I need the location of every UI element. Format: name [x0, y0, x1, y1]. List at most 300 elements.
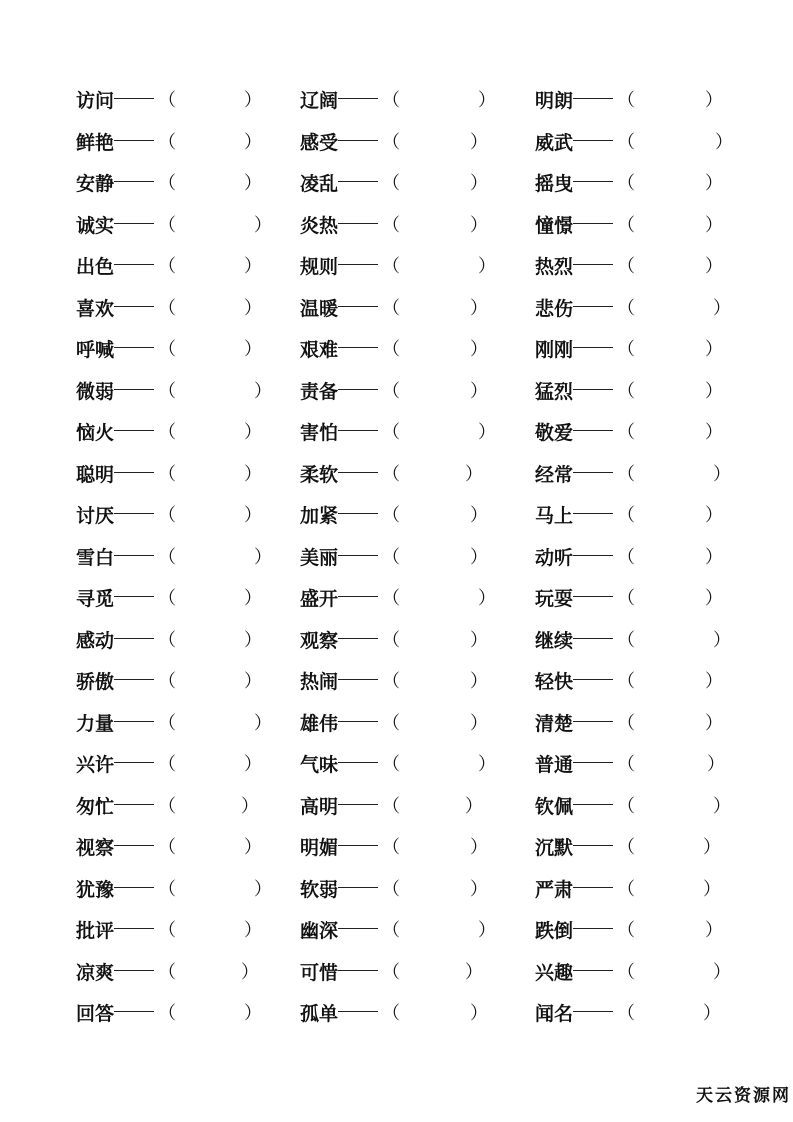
answer-blank[interactable]: [176, 709, 250, 733]
item-word: 微弱: [76, 380, 115, 403]
answer-blank[interactable]: [400, 86, 474, 110]
answer-blank[interactable]: [400, 709, 466, 733]
dash-line: [338, 721, 378, 722]
item-word: 轻快: [535, 671, 574, 693]
answer-blank[interactable]: [635, 626, 709, 650]
worksheet-row: [0, 327, 793, 369]
item-word: 炎热: [300, 214, 339, 237]
answer-blank[interactable]: [635, 211, 701, 235]
item-word: 雪白: [76, 546, 115, 569]
dash-line: [114, 804, 154, 805]
answer-blank[interactable]: [176, 543, 250, 567]
right-paren: ）: [713, 297, 731, 319]
antonym-item: [535, 493, 768, 535]
answer-blank[interactable]: [176, 958, 237, 982]
right-paren: ）: [470, 297, 488, 319]
right-paren: ）: [470, 131, 488, 153]
right-paren: ）: [705, 90, 723, 111]
item-word: 观察: [300, 629, 339, 652]
item-word: 清楚: [535, 712, 574, 735]
antonym-item: [535, 327, 768, 369]
dash-line: [338, 555, 378, 556]
right-paren: ）: [244, 671, 262, 692]
answer-blank[interactable]: [400, 792, 461, 816]
left-paren: （: [158, 878, 176, 900]
answer-blank[interactable]: [176, 128, 240, 152]
left-paren: （: [617, 629, 635, 651]
antonym-item: [76, 908, 309, 950]
answer-blank[interactable]: [176, 667, 240, 691]
right-paren: ）: [241, 961, 259, 983]
answer-blank[interactable]: [635, 999, 699, 1023]
answer-blank[interactable]: [400, 999, 466, 1023]
left-paren: （: [382, 339, 400, 360]
dash-line: [114, 98, 154, 99]
dash-line: [573, 928, 613, 929]
left-paren: （: [382, 90, 400, 111]
dash-line: [573, 223, 613, 224]
item-word: 害怕: [300, 422, 339, 444]
item-word: 安静: [76, 173, 115, 195]
item-word: 气味: [300, 754, 339, 776]
right-paren: ）: [244, 754, 262, 775]
antonym-item: [300, 286, 533, 328]
dash-line: [338, 389, 378, 390]
answer-blank[interactable]: [176, 460, 240, 484]
item-word: 美丽: [300, 546, 339, 569]
item-word: 悲伤: [535, 297, 574, 320]
worksheet-row: [0, 950, 793, 992]
answer-blank[interactable]: [635, 169, 701, 193]
answer-blank[interactable]: [176, 584, 240, 608]
dash-line: [114, 181, 154, 182]
worksheet-row: [0, 203, 793, 245]
answer-blank[interactable]: [635, 916, 701, 940]
antonym-item: [76, 244, 309, 286]
left-paren: （: [158, 463, 176, 485]
antonym-item: [76, 410, 309, 452]
item-word: 软弱: [300, 878, 339, 901]
right-paren: ）: [470, 878, 488, 900]
worksheet-row: [0, 991, 793, 1033]
answer-blank[interactable]: [176, 999, 240, 1023]
dash-line: [573, 721, 613, 722]
dash-line: [338, 140, 378, 141]
antonym-item: [535, 659, 768, 701]
left-paren: （: [382, 422, 400, 443]
answer-blank[interactable]: [635, 750, 703, 774]
right-paren: ）: [254, 214, 272, 236]
item-word: 热烈: [535, 256, 574, 278]
dash-line: [573, 596, 613, 597]
antonym-item: [535, 950, 768, 992]
left-paren: （: [617, 505, 635, 526]
dash-line: [573, 970, 613, 971]
worksheet-row: [0, 244, 793, 286]
dash-line: [573, 845, 613, 846]
antonym-item: [535, 161, 768, 203]
watermark-logo: 天云资源网: [696, 1086, 791, 1106]
left-paren: （: [617, 878, 635, 900]
dash-line: [114, 472, 154, 473]
dash-line: [338, 845, 378, 846]
worksheet-row: [0, 369, 793, 411]
answer-blank[interactable]: [635, 584, 701, 608]
right-paren: ）: [705, 546, 723, 568]
dash-line: [573, 430, 613, 431]
worksheet-row: [0, 161, 793, 203]
left-paren: （: [158, 712, 176, 734]
left-paren: （: [382, 256, 400, 277]
antonym-item: [300, 784, 533, 826]
item-word: 刚刚: [535, 339, 574, 361]
answer-blank[interactable]: [635, 501, 701, 525]
item-word: 高明: [300, 795, 339, 818]
right-paren: ）: [254, 380, 272, 402]
left-paren: （: [617, 712, 635, 734]
answer-blank[interactable]: [635, 128, 711, 152]
dash-line: [114, 347, 154, 348]
answer-blank[interactable]: [400, 211, 466, 235]
answer-blank[interactable]: [176, 294, 240, 318]
left-paren: （: [158, 795, 176, 817]
item-word: 匆忙: [76, 795, 115, 818]
antonym-item: [300, 618, 533, 660]
worksheet-row: [0, 618, 793, 660]
item-word: 兴趣: [535, 961, 574, 984]
left-paren: （: [158, 131, 176, 153]
item-word: 沉默: [535, 837, 574, 859]
dash-line: [114, 389, 154, 390]
answer-blank[interactable]: [176, 252, 240, 276]
left-paren: （: [158, 173, 176, 194]
item-word: 兴许: [76, 754, 115, 776]
left-paren: （: [382, 463, 400, 485]
worksheet-row: [0, 410, 793, 452]
dash-line: [573, 513, 613, 514]
dash-line: [114, 721, 154, 722]
item-word: 辽阔: [300, 90, 339, 112]
right-paren: ）: [470, 546, 488, 568]
right-paren: ）: [705, 339, 723, 360]
left-paren: （: [382, 837, 400, 858]
right-paren: ）: [470, 173, 488, 194]
right-paren: ）: [244, 256, 262, 277]
left-paren: （: [382, 795, 400, 817]
item-word: 鲜艳: [76, 131, 115, 154]
dash-line: [573, 264, 613, 265]
answer-blank[interactable]: [400, 294, 466, 318]
answer-blank[interactable]: [635, 86, 701, 110]
item-word: 聪明: [76, 463, 115, 486]
antonym-item: [76, 576, 309, 618]
antonym-item: [76, 950, 309, 992]
worksheet-row: [0, 286, 793, 328]
worksheet-row: [0, 867, 793, 909]
right-paren: ）: [470, 629, 488, 651]
answer-blank[interactable]: [400, 169, 466, 193]
right-paren: ）: [705, 380, 723, 402]
antonym-item: [300, 493, 533, 535]
left-paren: （: [382, 380, 400, 402]
antonym-item: [300, 369, 533, 411]
right-paren: ）: [713, 795, 731, 817]
item-word: 感动: [76, 629, 115, 652]
item-word: 明朗: [535, 90, 574, 112]
item-word: 动听: [535, 546, 574, 569]
right-paren: ）: [470, 1003, 488, 1024]
item-word: 凌乱: [300, 173, 339, 195]
dash-line: [573, 389, 613, 390]
antonym-item: [76, 369, 309, 411]
antonym-item: [535, 784, 768, 826]
worksheet-row: [0, 825, 793, 867]
right-paren: ）: [703, 837, 721, 858]
answer-blank[interactable]: [400, 543, 466, 567]
answer-blank[interactable]: [176, 792, 237, 816]
dash-line: [338, 928, 378, 929]
left-paren: （: [382, 629, 400, 651]
left-paren: （: [617, 256, 635, 277]
left-paren: （: [617, 297, 635, 319]
dash-line: [338, 223, 378, 224]
antonym-item: [76, 784, 309, 826]
answer-blank[interactable]: [400, 667, 466, 691]
antonym-item: [535, 825, 768, 867]
right-paren: ）: [244, 131, 262, 153]
antonym-item: [535, 742, 768, 784]
right-paren: ）: [470, 214, 488, 236]
antonym-item: [535, 535, 768, 577]
right-paren: ）: [244, 463, 262, 485]
left-paren: （: [382, 671, 400, 692]
antonym-item: [535, 701, 768, 743]
answer-blank[interactable]: [176, 916, 240, 940]
dash-line: [573, 762, 613, 763]
item-word: 批评: [76, 920, 115, 942]
antonym-item: [535, 369, 768, 411]
answer-blank[interactable]: [400, 460, 461, 484]
worksheet-row: [0, 701, 793, 743]
dash-line: [573, 306, 613, 307]
answer-blank[interactable]: [400, 626, 466, 650]
answer-blank[interactable]: [400, 833, 466, 857]
worksheet: [0, 78, 793, 1033]
dash-line: [573, 472, 613, 473]
answer-blank[interactable]: [400, 418, 474, 442]
answer-blank[interactable]: [400, 128, 466, 152]
dash-line: [114, 264, 154, 265]
antonym-item: [535, 867, 768, 909]
answer-blank[interactable]: [176, 377, 250, 401]
right-paren: ）: [244, 1003, 262, 1024]
answer-blank[interactable]: [635, 335, 701, 359]
left-paren: （: [617, 920, 635, 941]
antonym-item: [76, 161, 309, 203]
answer-blank[interactable]: [176, 501, 240, 525]
item-word: 敬爱: [535, 422, 574, 444]
answer-blank[interactable]: [635, 377, 701, 401]
worksheet-row: [0, 535, 793, 577]
left-paren: （: [382, 297, 400, 319]
dash-line: [114, 306, 154, 307]
right-paren: ）: [244, 339, 262, 360]
item-word: 回答: [76, 1003, 115, 1025]
dash-line: [338, 98, 378, 99]
answer-blank[interactable]: [400, 335, 466, 359]
item-word: 加紧: [300, 505, 339, 527]
right-paren: ）: [244, 837, 262, 858]
answer-blank[interactable]: [635, 833, 699, 857]
left-paren: （: [158, 546, 176, 568]
left-paren: （: [617, 380, 635, 402]
dash-line: [114, 1011, 154, 1012]
answer-blank[interactable]: [635, 792, 709, 816]
right-paren: ）: [241, 795, 259, 817]
left-paren: （: [382, 920, 400, 941]
answer-blank[interactable]: [176, 169, 240, 193]
answer-blank[interactable]: [635, 667, 701, 691]
item-word: 钦佩: [535, 795, 574, 818]
answer-blank[interactable]: [176, 86, 240, 110]
antonym-item: [76, 825, 309, 867]
antonym-item: [535, 991, 768, 1033]
right-paren: ）: [707, 754, 725, 775]
dash-line: [114, 555, 154, 556]
item-word: 恼火: [76, 422, 115, 444]
answer-blank[interactable]: [635, 294, 709, 318]
worksheet-row: [0, 452, 793, 494]
antonym-item: [300, 701, 533, 743]
answer-blank[interactable]: [635, 709, 701, 733]
right-paren: ）: [254, 712, 272, 734]
antonym-item: [300, 576, 533, 618]
answer-blank[interactable]: [400, 584, 474, 608]
dash-line: [114, 762, 154, 763]
right-paren: ）: [705, 173, 723, 194]
right-paren: ）: [244, 90, 262, 111]
antonym-item: [76, 452, 309, 494]
left-paren: （: [158, 256, 176, 277]
item-word: 访问: [76, 90, 115, 112]
right-paren: ）: [465, 795, 483, 817]
answer-blank[interactable]: [400, 252, 474, 276]
answer-blank[interactable]: [635, 460, 709, 484]
right-paren: ）: [703, 878, 721, 900]
dash-line: [114, 928, 154, 929]
antonym-item: [76, 327, 309, 369]
antonym-item: [300, 244, 533, 286]
answer-blank[interactable]: [176, 335, 240, 359]
left-paren: （: [617, 131, 635, 153]
right-paren: ）: [705, 214, 723, 236]
item-word: 可惜: [300, 961, 339, 984]
left-paren: （: [382, 712, 400, 734]
left-paren: （: [617, 588, 635, 609]
dash-line: [573, 887, 613, 888]
left-paren: （: [158, 837, 176, 858]
item-word: 寻觅: [76, 588, 115, 610]
antonym-item: [300, 327, 533, 369]
antonym-item: [300, 410, 533, 452]
right-paren: ）: [705, 920, 723, 941]
answer-blank[interactable]: [176, 875, 250, 899]
antonym-item: [300, 452, 533, 494]
answer-blank[interactable]: [400, 750, 474, 774]
answer-blank[interactable]: [176, 211, 250, 235]
item-word: 艰难: [300, 339, 339, 361]
antonym-item: [300, 742, 533, 784]
antonym-item: [300, 659, 533, 701]
left-paren: （: [158, 214, 176, 236]
answer-blank[interactable]: [635, 958, 709, 982]
answer-blank[interactable]: [635, 543, 701, 567]
right-paren: ）: [244, 629, 262, 651]
right-paren: ）: [254, 878, 272, 900]
right-paren: ）: [244, 422, 262, 443]
answer-blank[interactable]: [635, 418, 701, 442]
item-word: 雄伟: [300, 712, 339, 735]
item-word: 热闹: [300, 671, 339, 693]
answer-blank[interactable]: [400, 958, 461, 982]
answer-blank[interactable]: [400, 377, 466, 401]
dash-line: [338, 679, 378, 680]
item-word: 讨厌: [76, 505, 115, 527]
item-word: 闻名: [535, 1003, 574, 1025]
left-paren: （: [617, 961, 635, 983]
right-paren: ）: [470, 339, 488, 360]
left-paren: （: [158, 380, 176, 402]
item-word: 喜欢: [76, 297, 115, 320]
item-word: 骄傲: [76, 671, 115, 693]
dash-line: [114, 223, 154, 224]
answer-blank[interactable]: [400, 916, 474, 940]
dash-line: [573, 679, 613, 680]
dash-line: [338, 306, 378, 307]
dash-line: [573, 555, 613, 556]
worksheet-row: [0, 576, 793, 618]
antonym-item: [535, 576, 768, 618]
dash-line: [338, 970, 378, 971]
antonym-item: [76, 203, 309, 245]
answer-blank[interactable]: [176, 418, 240, 442]
answer-blank[interactable]: [176, 750, 240, 774]
right-paren: ）: [705, 505, 723, 526]
dash-line: [338, 264, 378, 265]
dash-line: [114, 140, 154, 141]
right-paren: ）: [244, 297, 262, 319]
left-paren: （: [617, 463, 635, 485]
answer-blank[interactable]: [400, 875, 466, 899]
dash-line: [573, 140, 613, 141]
dash-line: [338, 181, 378, 182]
antonym-item: [535, 286, 768, 328]
answer-blank[interactable]: [635, 252, 701, 276]
antonym-item: [300, 950, 533, 992]
item-word: 摇曳: [535, 173, 574, 195]
item-word: 经常: [535, 463, 574, 486]
answer-blank[interactable]: [176, 833, 240, 857]
item-word: 马上: [535, 505, 574, 527]
answer-blank[interactable]: [635, 875, 699, 899]
antonym-item: [76, 78, 309, 120]
right-paren: ）: [713, 961, 731, 983]
item-word: 犹豫: [76, 878, 115, 901]
worksheet-row: [0, 78, 793, 120]
answer-blank[interactable]: [176, 626, 240, 650]
dash-line: [573, 98, 613, 99]
answer-blank[interactable]: [400, 501, 466, 525]
